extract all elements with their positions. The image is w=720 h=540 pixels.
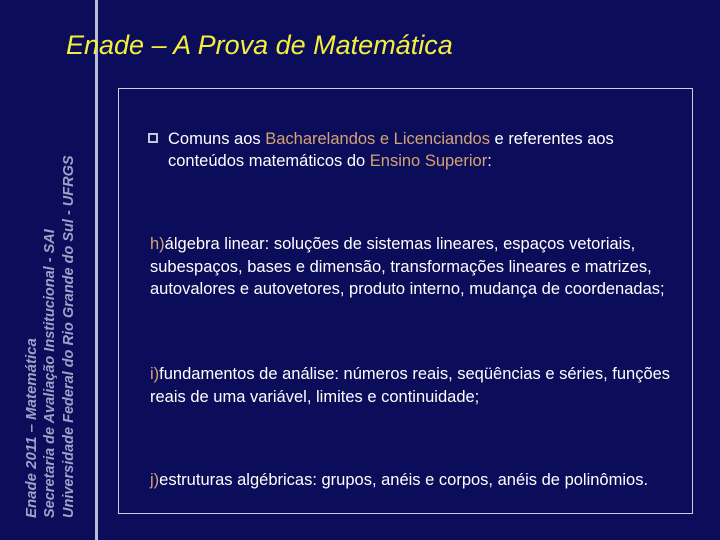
list-item-h [150, 233, 680, 301]
bullet-highlight-level: Ensino Superior [369, 152, 488, 170]
bullet-prefix: Comuns aos [168, 130, 266, 148]
sidebar-caption [22, 148, 82, 518]
bullet-middle: e referentes aos conteúdos matemáticos do [168, 130, 614, 170]
item-marker: j) [150, 471, 160, 489]
sidebar-line-university: Universidade Federal do Rio Grande do Sul - UFRGS [61, 155, 77, 518]
item-marker: h) [150, 235, 165, 253]
sidebar [0, 0, 95, 540]
item-text: estruturas algébricas: grupos, anéis e corpos, anéis de polinômios. [159, 471, 649, 489]
item-text: álgebra linear: soluções de sistemas lineares, espaços vetoriais, subespaços, bases e dimensão, transformações lineares e matrizes, autovalores e autovetores, produto interno, mudança de coordenadas; [150, 235, 665, 298]
item-text: fundamentos de análise: números reais, seqüências e séries, funções reais de uma variável, limites e continuidade; [150, 365, 671, 406]
sidebar-divider [95, 0, 98, 540]
sidebar-line-secretariat: Secretaria de Avaliação Institucional - SAI [42, 229, 58, 518]
sidebar-line-course: Enade 2011 – Matemática [23, 338, 40, 518]
bullet-suffix: : [487, 152, 492, 170]
square-bullet-icon [148, 133, 158, 143]
bullet-text [148, 128, 678, 172]
slide-title: Enade – A Prova de Matemática [66, 30, 453, 60]
list-item-j [150, 469, 680, 492]
bullet-highlight-students: Bacharelandos e Licenciandos [265, 130, 490, 148]
list-item-i [150, 363, 680, 408]
bullet-point [148, 128, 678, 172]
item-marker: i) [150, 365, 160, 383]
